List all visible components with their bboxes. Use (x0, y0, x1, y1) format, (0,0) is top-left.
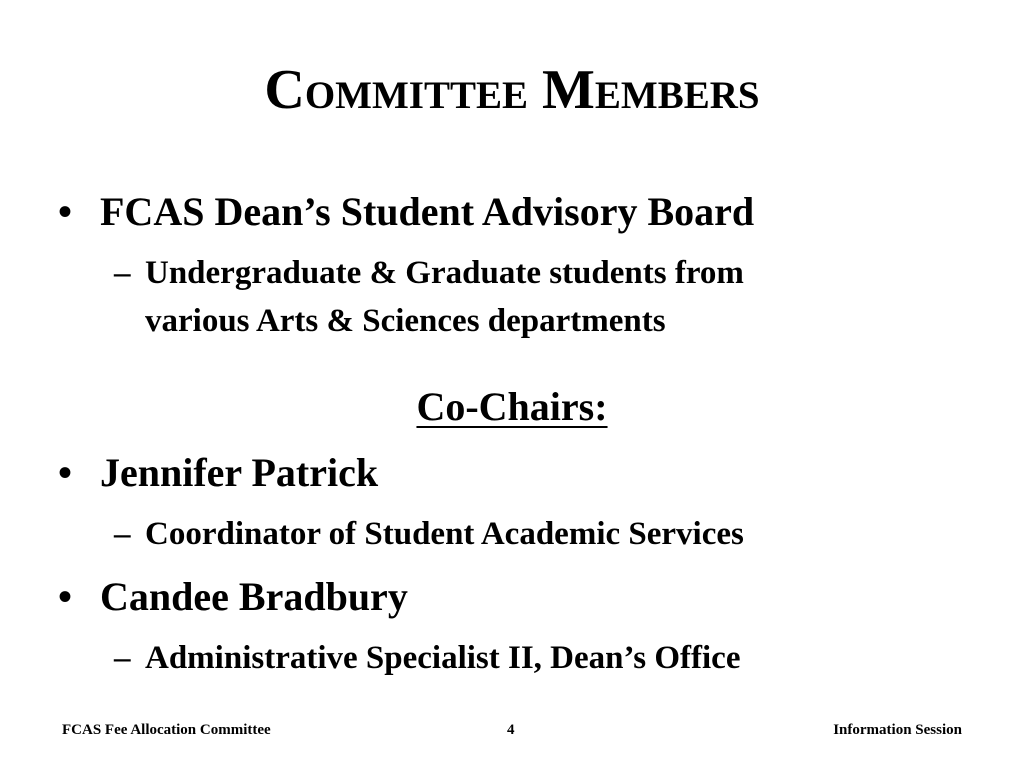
dash-icon: – (114, 255, 131, 291)
bullet-icon: • (58, 574, 73, 619)
sub-bullet-text: Coordinator of Student Academic Services (145, 516, 744, 552)
slide-title: Committee Members (264, 59, 760, 121)
footer-page-number: 4 (507, 722, 515, 738)
co-chairs-heading (0, 383, 1024, 431)
bullet-icon: • (58, 450, 73, 495)
sub-bullet-text-line-2: various Arts & Sciences departments (145, 303, 666, 339)
co-chairs-heading-text: Co-Chairs: (416, 384, 608, 429)
bullet-text: Jennifer Patrick (100, 450, 379, 495)
bullet-icon: • (58, 189, 73, 234)
sub-bullet-text: Administrative Specialist II, Dean’s Office (145, 640, 741, 676)
bullet-text: Candee Bradbury (100, 574, 408, 619)
bullet-text: FCAS Dean’s Student Advisory Board (100, 189, 755, 234)
dash-icon: – (114, 516, 131, 552)
footer-right: Information Session (833, 722, 962, 738)
footer-left: FCAS Fee Allocation Committee (62, 722, 271, 738)
dash-icon: – (114, 640, 131, 676)
sub-bullet-text-line-1: Undergraduate & Graduate students from (145, 255, 744, 291)
